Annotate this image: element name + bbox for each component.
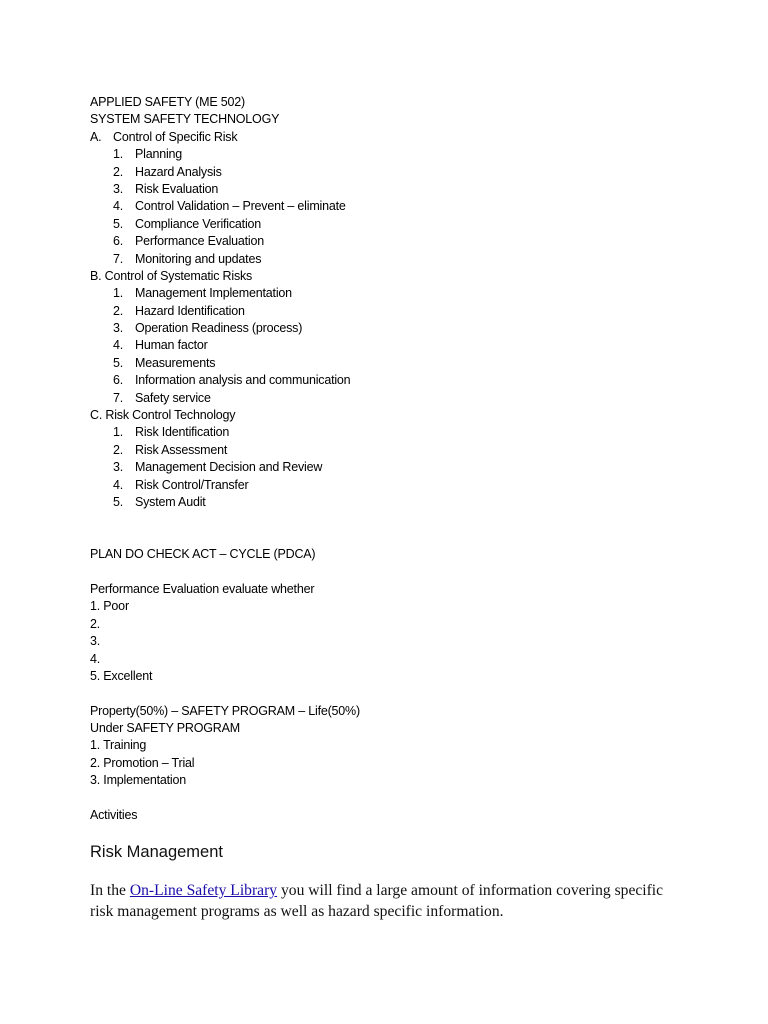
performance-scale-item: 3. <box>90 634 101 649</box>
list-item <box>90 390 710 407</box>
list-item <box>90 303 710 320</box>
list-item <box>90 442 710 459</box>
list-item <box>90 198 710 215</box>
list-item-number: 4. <box>113 338 124 353</box>
list-item <box>90 216 710 233</box>
list-item-number: 3. <box>113 181 124 196</box>
list-item-number: 5. <box>113 355 124 370</box>
list-item <box>90 494 710 511</box>
activities-label: Activities <box>90 808 138 823</box>
spacer <box>90 685 710 702</box>
list-item-label: Safety service <box>135 390 211 405</box>
list-item-number: 7. <box>113 390 124 405</box>
document-title: APPLIED SAFETY (ME 502) <box>90 95 245 109</box>
list-item-number: 5. <box>113 216 124 231</box>
list-item-number: 7. <box>113 251 124 266</box>
list-item-label: Risk Assessment <box>135 442 228 457</box>
spacer <box>90 529 710 546</box>
list-item-label: Hazard Analysis <box>135 164 222 179</box>
list-item-number: 5. <box>113 494 124 509</box>
performance-scale-item: 2. <box>90 616 101 631</box>
list-item-number: 1. <box>113 425 124 440</box>
list-item-number: 6. <box>113 234 124 249</box>
list-item-label: Risk Control/Transfer <box>135 477 249 492</box>
list-item-number: 2. <box>113 442 124 457</box>
section-a-title: Control of Specific Risk <box>113 129 238 144</box>
list-item-label: Planning <box>135 147 183 162</box>
list-item-label: System Audit <box>135 494 206 509</box>
list-item-label: Monitoring and updates <box>135 251 262 266</box>
list-item-number: 3. <box>113 460 124 475</box>
list-item-number: 2. <box>113 164 124 179</box>
list-item <box>90 337 710 354</box>
section-b-heading: B. Control of Systematic Risks <box>90 268 253 283</box>
list-item <box>90 233 710 250</box>
list-item-number: 6. <box>113 373 124 388</box>
list-item <box>90 424 710 441</box>
list-item-label: Operation Readiness (process) <box>135 321 303 336</box>
list-item-number: 1. <box>113 147 124 162</box>
program-item: 3. Implementation <box>90 773 186 788</box>
list-item-number: 1. <box>113 286 124 301</box>
list-item-label: Compliance Verification <box>135 216 262 231</box>
list-item-label: Performance Evaluation <box>135 234 265 249</box>
document-body <box>90 94 710 824</box>
list-item-label: Risk Evaluation <box>135 181 219 196</box>
list-item-label: Human factor <box>135 338 208 353</box>
risk-management-heading: Risk Management <box>90 843 223 861</box>
list-item <box>90 355 710 372</box>
program-item: 2. Promotion – Trial <box>90 755 195 770</box>
program-heading: Under SAFETY PROGRAM <box>90 721 240 736</box>
list-item-label: Risk Identification <box>135 425 230 440</box>
list-item-label: Hazard Identification <box>135 303 245 318</box>
section-a-letter: A. <box>90 129 102 144</box>
section-c-list <box>90 424 710 511</box>
program-item: 1. Training <box>90 738 147 753</box>
paragraph-text-before: In the <box>90 882 130 899</box>
performance-scale-item: 4. <box>90 651 101 666</box>
list-item <box>90 146 710 163</box>
list-item <box>90 459 710 476</box>
list-item-number: 4. <box>113 477 124 492</box>
list-item-number: 3. <box>113 321 124 336</box>
section-a-list <box>90 146 710 268</box>
risk-management-paragraph <box>90 880 690 922</box>
list-item <box>90 251 710 268</box>
list-item-number: 4. <box>113 199 124 214</box>
list-item-number: 2. <box>113 303 124 318</box>
performance-scale-item: 5. Excellent <box>90 668 153 683</box>
performance-scale-item: 1. Poor <box>90 599 129 614</box>
list-item <box>90 372 710 389</box>
section-b-list <box>90 285 710 407</box>
document-subtitle: SYSTEM SAFETY TECHNOLOGY <box>90 112 280 127</box>
section-c-heading: C. Risk Control Technology <box>90 408 236 423</box>
list-item-label: Information analysis and communication <box>135 373 351 388</box>
list-item <box>90 181 710 198</box>
list-item-label: Control Validation – Prevent – eliminate <box>135 199 346 214</box>
spacer <box>90 564 710 581</box>
pdca-heading: PLAN DO CHECK ACT – CYCLE (PDCA) <box>90 547 316 562</box>
list-item <box>90 320 710 337</box>
list-item-label: Management Decision and Review <box>135 460 323 475</box>
online-safety-library-link[interactable]: On-Line Safety Library <box>129 882 278 899</box>
section-a-heading <box>90 129 710 146</box>
list-item-label: Measurements <box>135 355 216 370</box>
paragraph-text-after: you will find a large amount of information covering specific risk management programs as well as hazard specific information. <box>90 882 664 920</box>
list-item <box>90 477 710 494</box>
list-item <box>90 285 710 302</box>
performance-heading: Performance Evaluation evaluate whether <box>90 581 315 596</box>
spacer <box>90 511 710 528</box>
list-item <box>90 164 710 181</box>
program-line: Property(50%) – SAFETY PROGRAM – Life(50%) <box>90 703 360 718</box>
list-item-label: Management Implementation <box>135 286 292 301</box>
spacer <box>90 790 710 807</box>
